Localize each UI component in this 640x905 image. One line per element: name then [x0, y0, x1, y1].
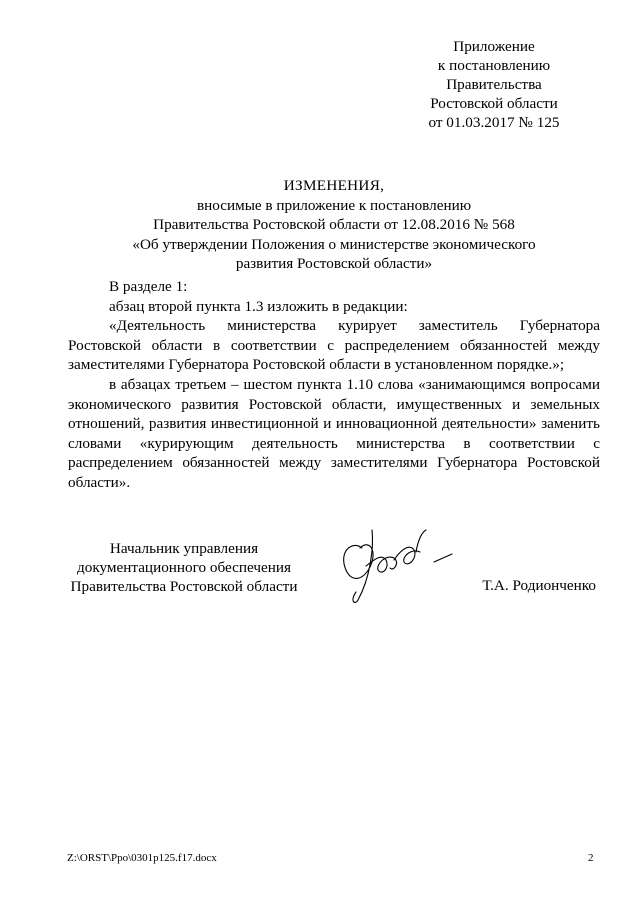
title-line: вносимые в приложение к постановлению [196, 196, 472, 214]
appendix-line: Ростовской области [430, 95, 558, 112]
appendix-line: к постановлению [437, 57, 551, 74]
appendix-line: Приложение [453, 38, 535, 55]
position-line: документационного обеспечения [77, 559, 291, 576]
signatory-position [68, 539, 300, 596]
appendix-line: Правительства [446, 76, 542, 93]
body-paragraph: абзац второй пункта 1.3 изложить в редакции: [109, 297, 408, 315]
file-path: Z:\ORST\Ppo\0301p125.f17.docx [67, 852, 217, 864]
position-line: Начальник управления [109, 540, 259, 557]
appendix-header [408, 37, 580, 132]
title-main: ИЗМЕНЕНИЯ, [283, 177, 385, 194]
appendix-line: от 01.03.2017 № 125 [428, 114, 560, 131]
document-title [60, 176, 608, 274]
body-paragraph: «Деятельность министерства курирует заместитель Губернатора Ростовской области в соответствии с распределением обязанностей между заместителями Губернатора Ростовской области в установленном порядке.»; [68, 317, 600, 374]
page-number: 2 [588, 852, 594, 864]
position-line: Правительства Ростовской области [70, 578, 298, 595]
title-line: Правительства Ростовской области от 12.08.2016 № 568 [153, 216, 515, 233]
title-line: развития Ростовской области» [235, 255, 433, 272]
signatory-name: Т.А. Родионченко [482, 577, 596, 594]
title-line: «Об утверждении Положения о министерстве экономического [132, 235, 536, 253]
body-paragraph: в абзацах третьем – шестом пункта 1.10 слова «занимающимся вопросами экономического развития Ростовской области, имущественных и земельных отношений, развития инвестиционной и инновационной деятельности» заменить словами «курирующим деятельность министерства в соответствии с распределением обязанностей между заместителями Губернатора Ростовской области». [68, 375, 600, 491]
body-paragraph: В разделе 1: [109, 278, 188, 295]
handwritten-signature-icon [332, 518, 457, 608]
document-body [68, 277, 600, 493]
